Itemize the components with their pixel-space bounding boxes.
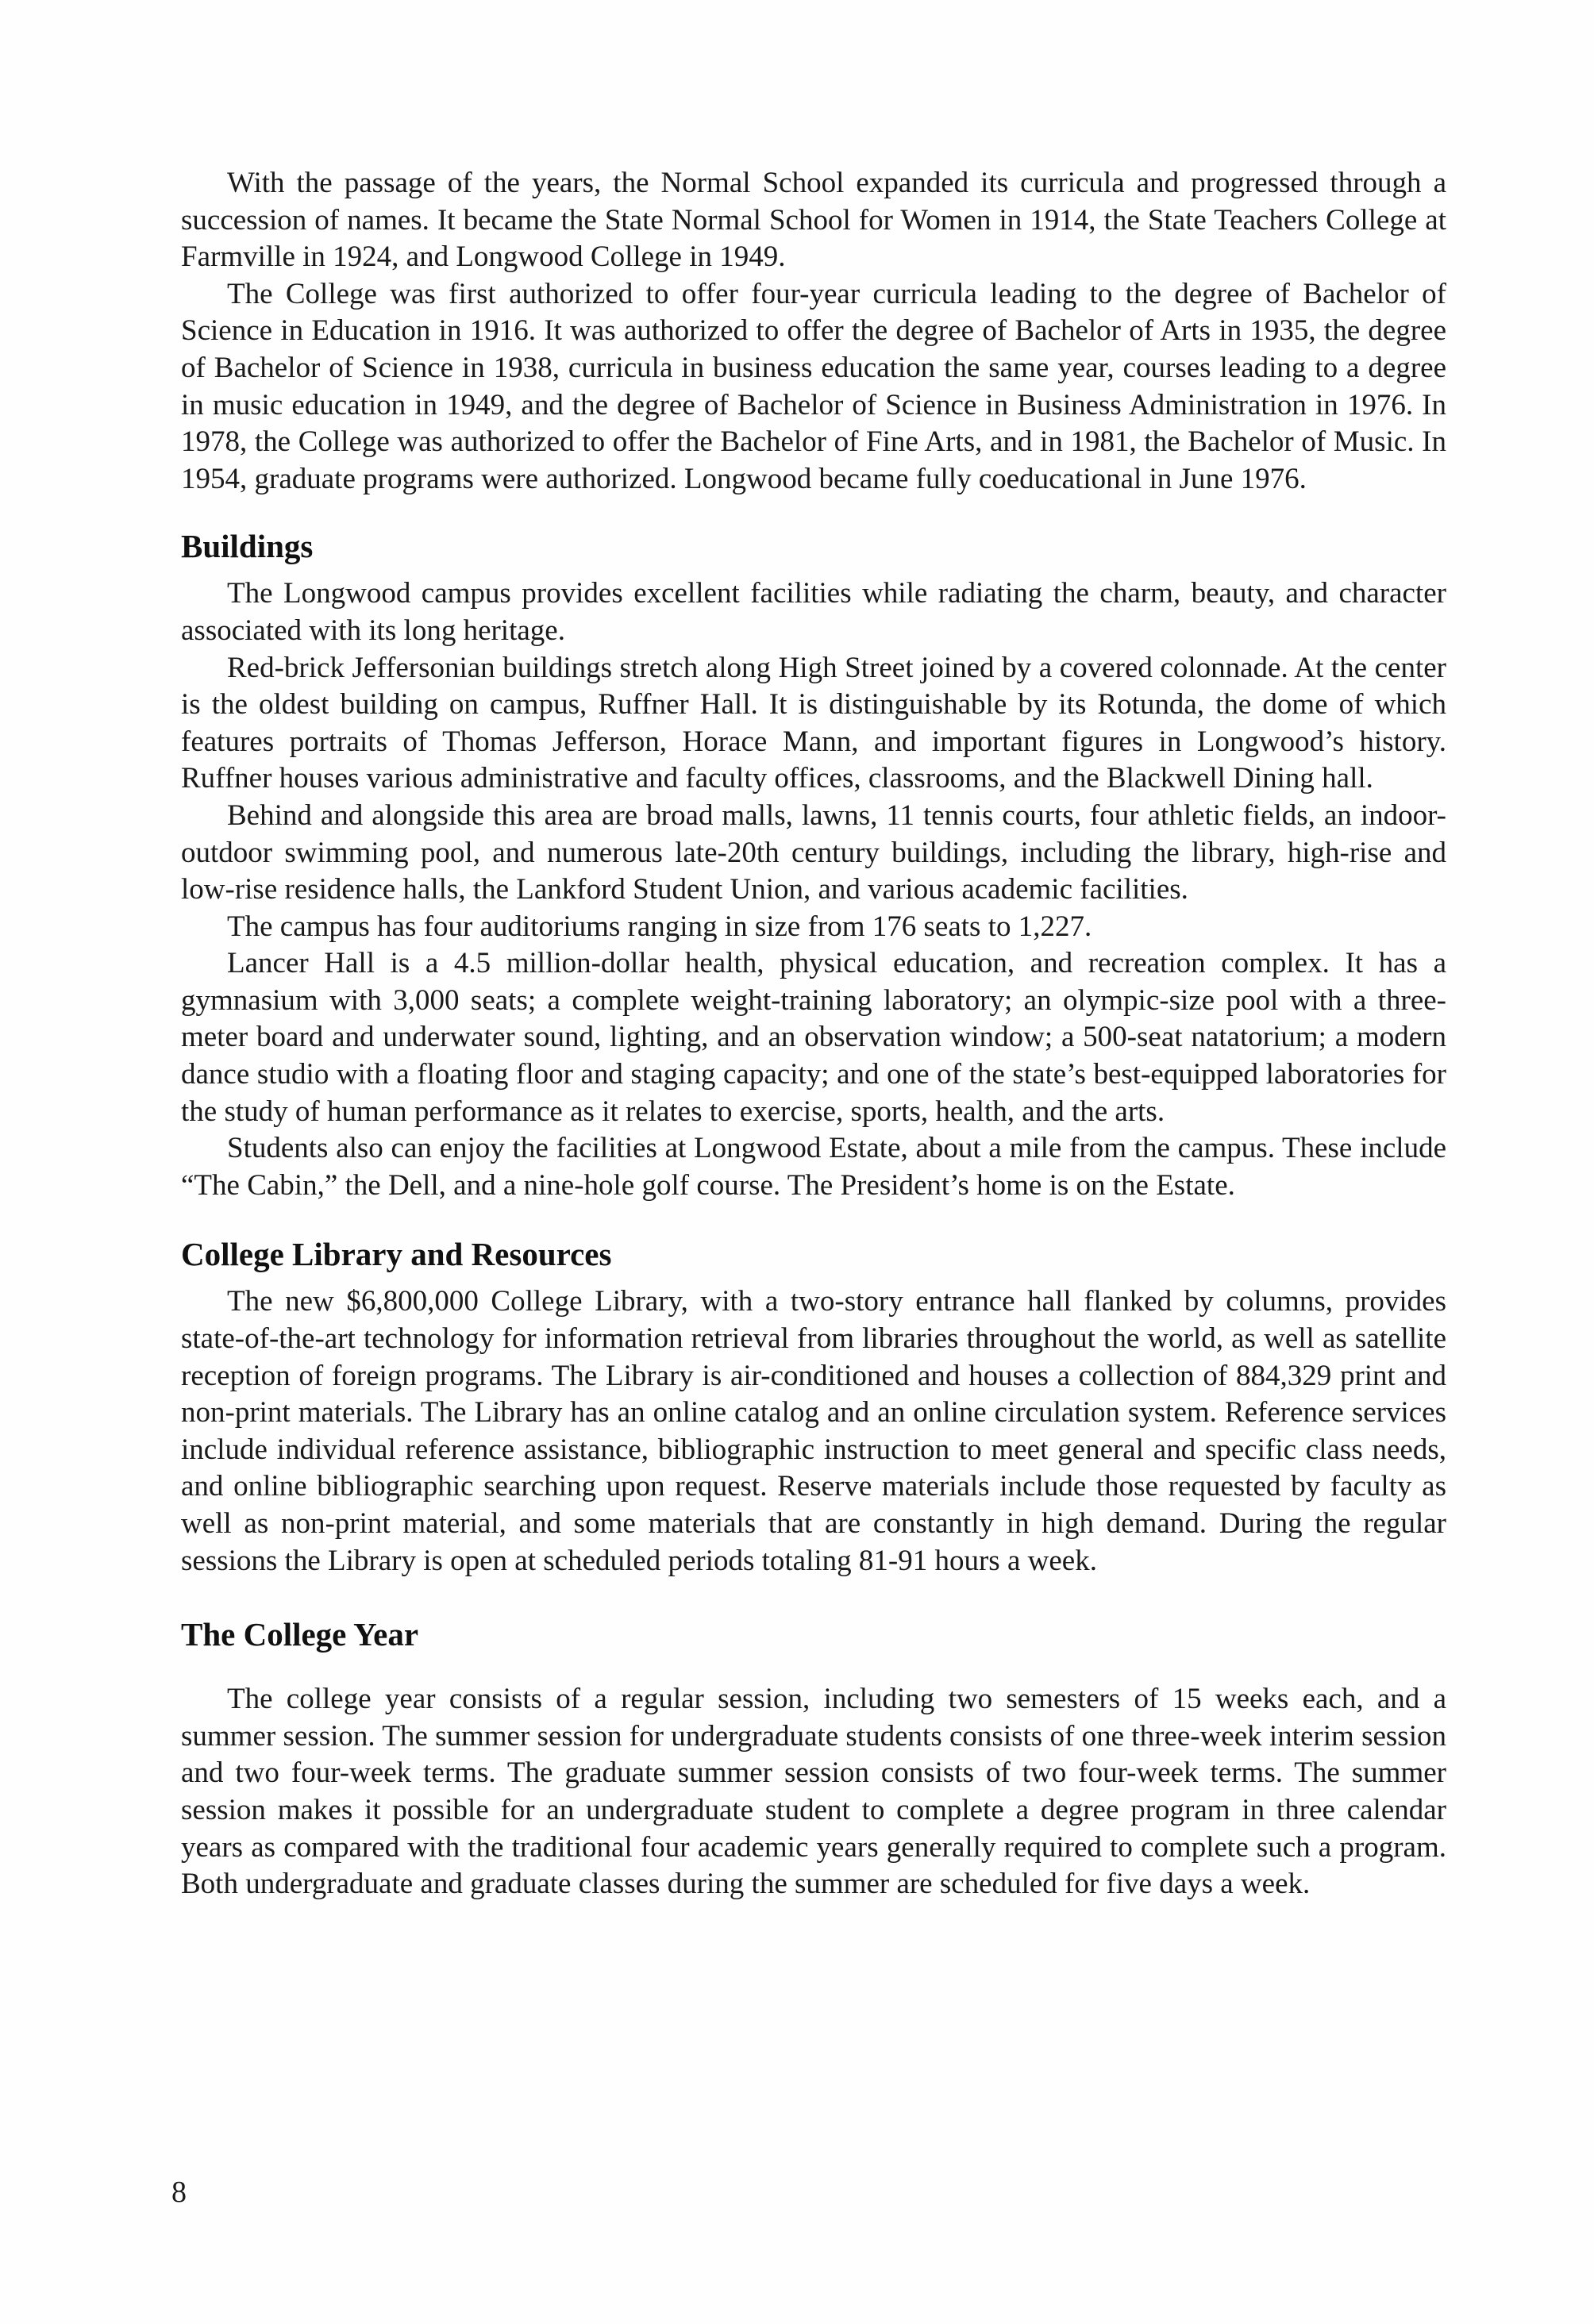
buildings-paragraph-6: Students also can enjoy the facilities at Longwood Estate, about a mile from the campus. These include “The Cabin,” the Dell, and a nine-hole golf course. The President’s home is on the Estate.	[181, 1132, 1446, 1202]
buildings-paragraph-1: The Longwood campus provides excellent facilities while radiating the charm, beauty, and character associated with its long heritage.	[181, 577, 1446, 647]
buildings-paragraph-2: Red-brick Jeffersonian buildings stretch along High Street joined by a covered colonnade. At the center is the oldest building on campus, Ruffner Hall. It is distinguishable by its Rotunda, the dome of which features portraits of Thomas Jefferson, Horace Mann, and important figures in Longwood’s history. Ruffner houses various administrative and faculty offices, classrooms, and the Blackwell Dining hall.	[181, 651, 1446, 795]
buildings-paragraph-3: Behind and alongside this area are broad malls, lawns, 11 tennis courts, four athletic fields, an indoor-outdoor swimming pool, and numerous late-20th century buildings, including the library, high-rise and low-rise residence halls, the Lankford Student Union, and various academic facilities.	[181, 798, 1446, 906]
intro-paragraph-2: The College was first authorized to offer four-year curricula leading to the degree of Bachelor of Science in Education in 1916. It was authorized to offer the degree of Bachelor of Arts in 1935, the degree of Bachelor of Science in 1938, curricula in business education the same year, courses leading to a degree in music education in 1949, and the degree of Bachelor of Science in Business Administration in 1976. In 1978, the College was authorized to offer the Bachelor of Fine Arts, and in 1981, the Bachelor of Music. In 1954, graduate programs were authorized. Longwood became fully coeducational in June 1976.	[181, 277, 1446, 495]
page-number: 8	[171, 2176, 187, 2209]
intro-paragraph-1: With the passage of the years, the Normal School expanded its curricula and progressed through a succession of names. It became the State Normal School for Women in 1914, the State Teachers College at Farmville in 1924, and Longwood College in 1949.	[181, 167, 1446, 274]
page-content	[181, 165, 1446, 1903]
library-paragraph-1: The new $6,800,000 College Library, with a two-story entrance hall flanked by columns, provides state-of-the-art technology for information retrieval from libraries throughout the world, as well as satellite reception of foreign programs. The Library is air-conditioned and houses a collection of 884,329 print and non-print materials. The Library has an online catalog and an online circulation system. Reference services include individual reference assistance, bibliographic instruction to meet general and specific class needs, and online bibliographic searching upon request. Reserve materials include those requested by faculty as well as non-print material, and some materials that are constantly in high demand. During the regular sessions the Library is open at scheduled periods totaling 81-91 hours a week.	[181, 1285, 1446, 1577]
college-year-paragraph-1: The college year consists of a regular session, including two semesters of 15 weeks each, and a summer session. The summer session for undergraduate students consists of one three-week interim session and two four-week terms. The graduate summer session consists of two four-week terms. The summer session makes it possible for an undergraduate student to complete a degree program in three calendar years as compared with the traditional four academic years generally required to complete such a program. Both undergraduate and graduate classes during the summer are scheduled for five days a week.	[181, 1683, 1446, 1901]
section-heading-buildings: Buildings	[181, 528, 314, 565]
section-heading-college-year: The College Year	[181, 1616, 419, 1653]
buildings-paragraph-5: Lancer Hall is a 4.5 million-dollar health, physical education, and recreation complex. It has a gymnasium with 3,000 seats; a complete weight-training laboratory; an olympic-size pool with a three-meter board and underwater sound, lighting, and an observation window; a 500-seat natatorium; a modern dance studio with a floating floor and staging capacity; and one of the state’s best-equipped laboratories for the study of human performance as it relates to exercise, sports, health, and the arts.	[181, 947, 1446, 1128]
buildings-paragraph-4: The campus has four auditoriums ranging in size from 176 seats to 1,227.	[227, 910, 1092, 943]
section-heading-library: College Library and Resources	[181, 1236, 612, 1273]
